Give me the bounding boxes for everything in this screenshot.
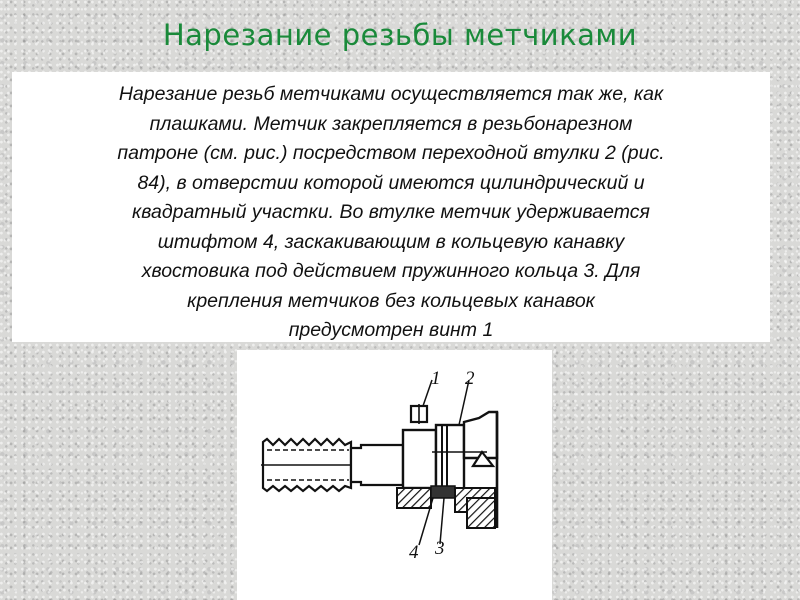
paragraph-line: хвостовика под действием пружинного кольца 3. Для <box>141 260 641 282</box>
paragraph-line: патроне (см. рис.) посредством переходной втулки 2 (рис. <box>117 142 665 164</box>
paragraph-line: плашками. Метчик закрепляется в резьбонарезном <box>149 112 633 135</box>
callout-label: 4 <box>409 542 419 563</box>
callout-label: 1 <box>431 368 441 389</box>
screw <box>411 404 427 424</box>
text-box <box>12 72 770 342</box>
paragraph-line: предусмотрен винт 1 <box>288 319 494 341</box>
tap-holder-drawing <box>237 350 552 600</box>
tap-shank <box>351 445 403 485</box>
paragraph-line: 84), в отверстии которой имеются цилиндрический и <box>137 171 645 194</box>
paragraph-line: квадратный участки. Во втулке метчик удерживается <box>132 201 650 223</box>
paragraph-line: крепления метчиков без кольцевых канавок <box>187 289 595 312</box>
adapter-sleeve <box>403 412 497 493</box>
paragraph-line: Нарезание резьб метчиками осуществляется так же, как <box>118 83 664 105</box>
callout-label: 3 <box>435 538 445 559</box>
drawing-svg <box>237 350 552 600</box>
callout-label: 2 <box>465 368 475 389</box>
paragraph-line: штифтом 4, заскакивающим в кольцевую канавку <box>157 230 625 253</box>
slide-title: Нарезание резьбы метчиками <box>162 18 638 52</box>
tap-thread <box>261 439 357 491</box>
body-paragraph <box>22 80 760 346</box>
